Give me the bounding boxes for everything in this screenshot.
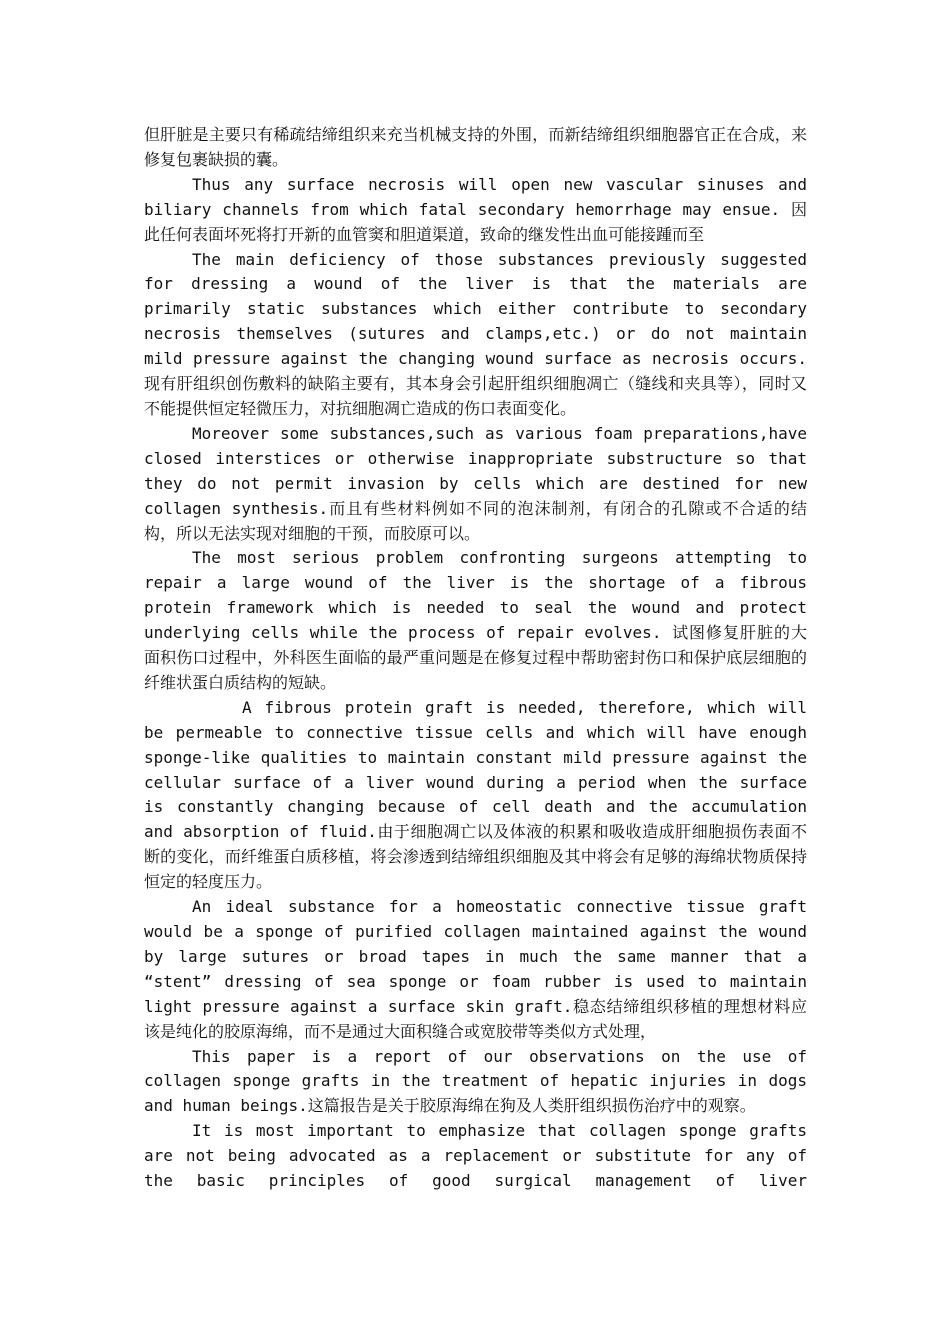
paragraph-7: An ideal substance for a homeostatic connective tissue graft would be a sponge of purified collagen maintained against the wound by large sutures or broad tapes in much the same manner that a “stent” dressing of sea sponge or foam rubber is used to maintain light pressure against a surface skin graft.稳态结缔组织移植的理想材料应该是纯化的胶原海绵，而不是通过大面积缝合或宽胶带等类似方式处理， (144, 897, 807, 1041)
paragraph-3: The main deficiency of those substances previously suggested for dressing a wound of the liver is that the materials are primarily static substances which either contribute to secondary necrosis themselves (sutures and clamps,etc.) or do not maintain mild pressure against the changing wound surface as necrosis occurs.现有肝组织创伤敷料的缺陷主要有，其本身会引起肝组织细胞凋亡（缝线和夹具等），同时又不能提供恒定轻微压力，对抗细胞凋亡造成的伤口表面变化。 (144, 249, 807, 418)
document-page (144, 123, 807, 1194)
paragraph-9: It is most important to emphasize that collagen sponge grafts are not being advocated as a replacement or substitute for any of the basic principles of good surgical management of liver (144, 1121, 807, 1191)
paragraph-6: A fibrous protein graft is needed, therefore, which will be permeable to connective tissue cells and which will have enough sponge-like qualities to maintain constant mild pressure against the cellular surface of a liver wound during a period when the surface is constantly changing because of cell death and the accumulation and absorption of fluid.由于细胞凋亡以及体液的积累和吸收造成肝细胞损伤表面不断的变化，而纤维蛋白质移植，将会渗透到结缔组织细胞及其中将会有足够的海绵状物质保持恒定的轻度压力。 (144, 697, 807, 892)
paragraph-5: The most serious problem confronting surgeons attempting to repair a large wound of the liver is the shortage of a fibrous protein framework which is needed to seal the wound and protect underlying cells while the process of repair evolves. 试图修复肝脏的大面积伤口过程中，外科医生面临的最严重问题是在修复过程中帮助密封伤口和保护底层细胞的纤维状蛋白质结构的短缺。 (144, 548, 807, 692)
paragraph-8: This paper is a report of our observations on the use of collagen sponge grafts in the treatment of hepatic injuries in dogs and human beings.这篇报告是关于胶原海绵在狗及人类肝组织损伤治疗中的观察。 (144, 1046, 807, 1116)
paragraph-1: 但肝脏是主要只有稀疏结缔组织来充当机械支持的外围，而新结缔组织细胞器官正在合成，来修复包裹缺损的囊。 (144, 125, 807, 169)
paragraph-4: Moreover some substances,such as various foam preparations,have closed interstices or otherwise inappropriate substructure so that they do not permit invasion by cells which are destined for new collagen synthesis.而且有些材料例如不同的泡沫制剂，有闭合的孔隙或不合适的结构，所以无法实现对细胞的干预，而胶原可以。 (144, 423, 807, 543)
paragraph-2: Thus any surface necrosis will open new vascular sinuses and biliary channels from which fatal secondary hemorrhage may ensue. 因此任何表面坏死将打开新的血管窦和胆道渠道，致命的继发性出血可能接踵而至 (144, 174, 807, 244)
